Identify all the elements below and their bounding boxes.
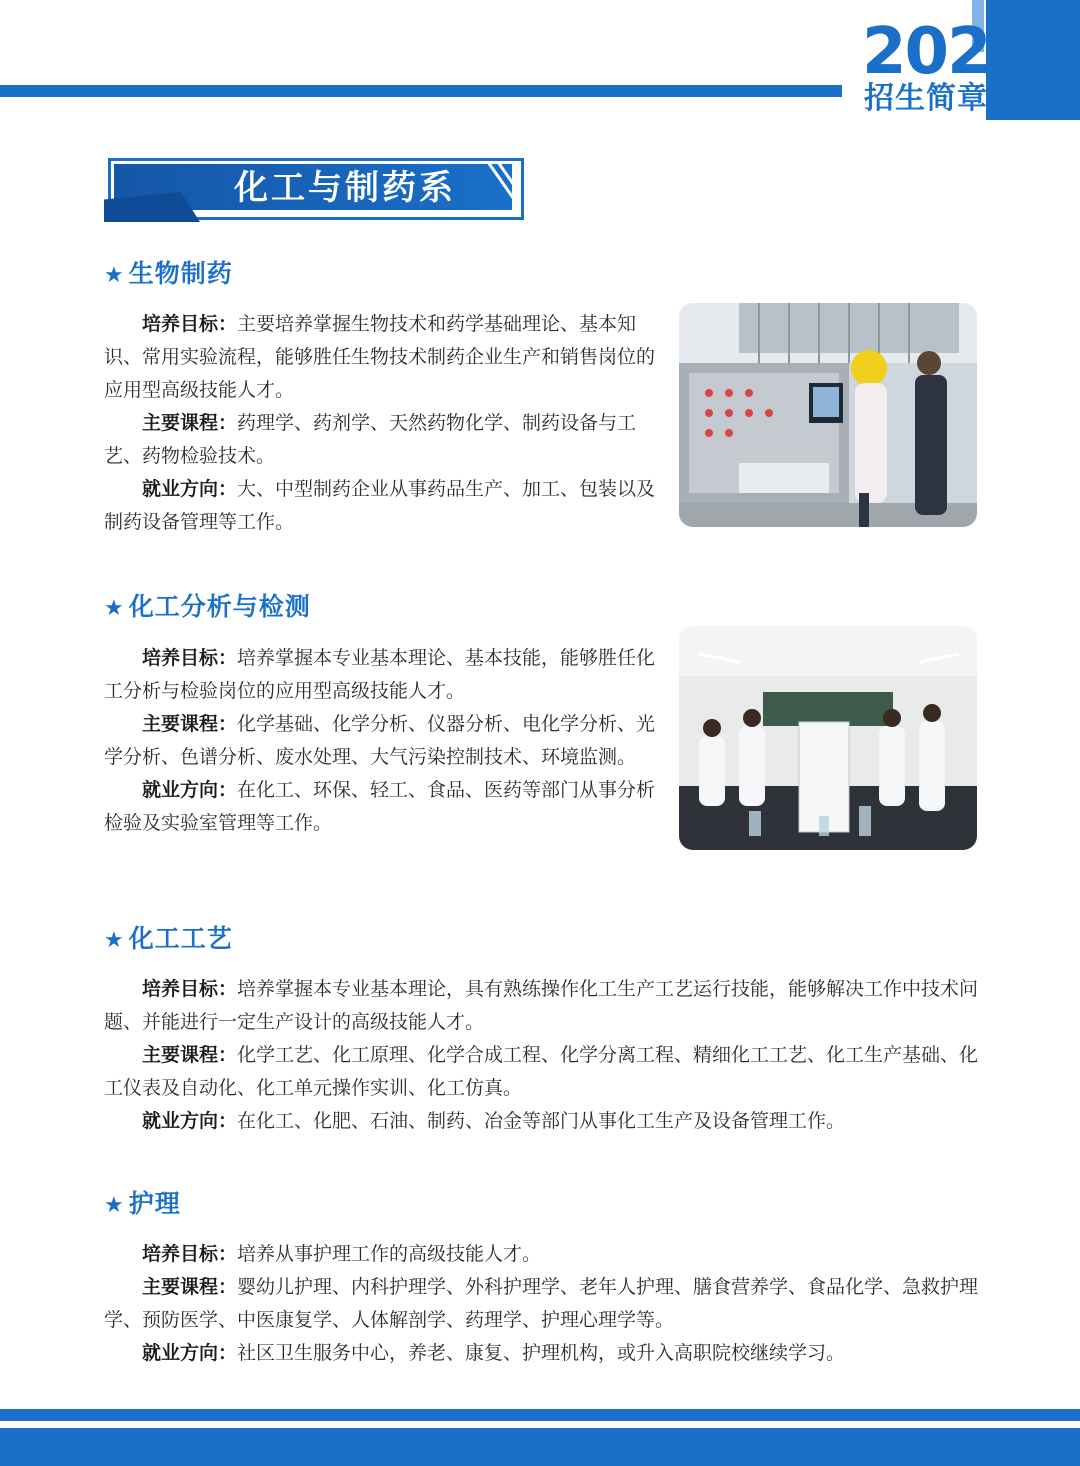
section-item xyxy=(104,708,664,774)
item-text: 化学基础、化学分析、仪器分析、电化学分析、光学分析、色谱分析、废水处理、大气污染控制技术、环境监测。 xyxy=(104,713,656,768)
footer-rule-thin xyxy=(0,1409,1080,1421)
item-label: 就业方向： xyxy=(142,1110,238,1132)
section-item xyxy=(104,308,664,407)
item-text: 培养掌握本专业基本理论，具有熟练操作化工生产工艺运行技能，能够解决工作中技术问题、并能进行一定生产设计的高级技能人才。 xyxy=(104,978,979,1033)
star-icon: ★ xyxy=(104,596,125,621)
item-text: 主要培养掌握生物技术和药学基础理论、基本知识、常用实验流程，能够胜任生物技术制药企业生产和销售岗位的应用型高级技能人才。 xyxy=(104,313,656,401)
item-text: 培养从事护理工作的高级技能人才。 xyxy=(237,1243,542,1265)
section-title-chem-process xyxy=(104,923,233,957)
item-label: 培养目标： xyxy=(142,1243,238,1265)
item-label: 就业方向： xyxy=(142,779,238,801)
item-text: 培养掌握本专业基本理论、基本技能，能够胜任化工分析与检验岗位的应用型高级技能人才。 xyxy=(104,647,656,702)
section-item xyxy=(104,1105,980,1138)
photo-pharma-control-room xyxy=(679,303,977,527)
section-body-chem-analysis xyxy=(104,642,664,840)
item-label: 培养目标： xyxy=(142,978,238,1000)
item-text: 社区卫生服务中心，养老、康复、护理机构，或升入高职院校继续学习。 xyxy=(237,1342,846,1364)
section-title-nursing xyxy=(104,1188,181,1222)
section-title-biopharma xyxy=(104,258,233,292)
department-title: 化工与制药系 xyxy=(234,168,456,208)
department-banner xyxy=(104,156,522,222)
section-title-text: 化工分析与检测 xyxy=(128,592,311,621)
banner-stripes-icon xyxy=(486,162,516,208)
item-text: 在化工、化肥、石油、制药、冶金等部门从事化工生产及设备管理工作。 xyxy=(237,1110,846,1132)
section-item xyxy=(104,774,664,840)
photo-analysis-lab xyxy=(679,626,977,850)
star-icon: ★ xyxy=(104,1193,125,1218)
section-item xyxy=(104,973,980,1039)
section-item xyxy=(104,1238,980,1271)
item-label: 就业方向： xyxy=(142,478,238,500)
section-body-nursing xyxy=(104,1238,980,1370)
section-item xyxy=(104,642,664,708)
star-icon: ★ xyxy=(104,263,125,288)
item-label: 主要课程： xyxy=(142,412,238,434)
section-title-text: 护理 xyxy=(128,1189,181,1218)
brochure-year: 2024 xyxy=(862,15,1033,89)
section-item xyxy=(104,1039,980,1105)
section-title-text: 化工工艺 xyxy=(128,924,233,953)
item-text: 大、中型制药企业从事药品生产、加工、包装以及制药设备管理等工作。 xyxy=(104,478,656,533)
item-label: 就业方向： xyxy=(142,1342,238,1364)
item-label: 主要课程： xyxy=(142,713,238,735)
section-item xyxy=(104,473,664,539)
brochure-subtitle: 招生简章 xyxy=(864,81,988,116)
section-body-biopharma xyxy=(104,308,664,539)
section-title-text: 生物制药 xyxy=(128,259,233,288)
section-item xyxy=(104,1337,980,1370)
item-label: 培养目标： xyxy=(142,313,238,335)
star-icon: ★ xyxy=(104,928,125,953)
item-label: 主要课程： xyxy=(142,1276,238,1298)
section-title-chem-analysis xyxy=(104,591,311,625)
item-label: 主要课程： xyxy=(142,1044,238,1066)
section-item xyxy=(104,1271,980,1337)
item-text: 药理学、药剂学、天然药物化学、制药设备与工艺、药物检验技术。 xyxy=(104,412,637,467)
section-item xyxy=(104,407,664,473)
footer-rule-thick xyxy=(0,1428,1080,1466)
item-text: 在化工、环保、轻工、食品、医药等部门从事分析检验及实验室管理等工作。 xyxy=(104,779,656,834)
section-body-chem-process xyxy=(104,973,980,1138)
item-text: 化学工艺、化工原理、化学合成工程、化学分离工程、精细化工工艺、化工生产基础、化工仪表及自动化、化工单元操作实训、化工仿真。 xyxy=(104,1044,979,1099)
item-text: 婴幼儿护理、内科护理学、外科护理学、老年人护理、膳食营养学、食品化学、急救护理学、预防医学、中医康复学、人体解剖学、药理学、护理心理学等。 xyxy=(104,1276,979,1331)
item-label: 培养目标： xyxy=(142,647,238,669)
header-rule xyxy=(0,85,842,97)
